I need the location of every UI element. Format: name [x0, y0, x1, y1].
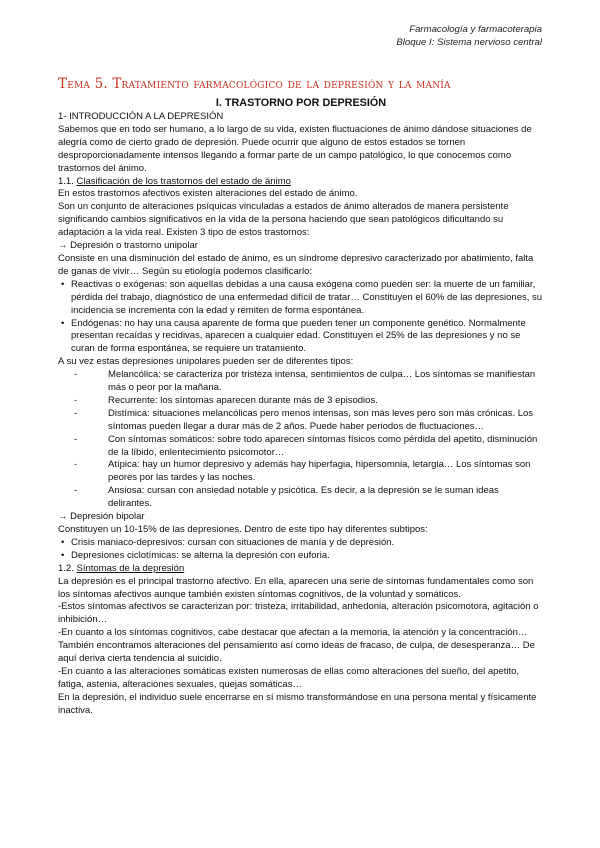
- symptoms-p1: La depresión es el principal trastorno afectivo. En ella, aparecen una serie de síntomas fundamentales como son los síntomas afectivos aunque también existen síntomas cognitivos, de la voluntad y somáticos.: [58, 575, 534, 600]
- list-item: - Con síntomas somáticos: sobre todo aparecen síntomas físicos como pérdida del apetito, disminución de la líbido, enlentecimiento psicomotor…: [74, 434, 544, 460]
- classification-p2: Son un conjunto de alteraciones psíquicas vinculadas a estados de ánimo alterados de manera persistente significando cambios significativos en la vida de la persona haciendo que sean patológicos dificultando su adaptación a la vida real. Existen 3 tipo de estos trastornos:: [58, 201, 509, 239]
- unipolar-heading: → Depresión o trastorno unipolar: [58, 240, 198, 252]
- list-item: • Endógenas: no hay una causa aparente de forma que pueden tener un componente genético. Normalmente presentan recaídas y recidivas, aparecen a cualquier edad. Constituyen el 25% de las depresiones y no se curan de forma espontánea, se requiere un tratamiento.: [61, 318, 544, 357]
- list-item: • Depresiones ciclotímicas: se alterna la depresión con euforia.: [61, 550, 544, 563]
- bipolar-list: [58, 537, 544, 563]
- symptoms-number: 1.2.: [58, 562, 74, 574]
- list-item: • Reactivas o exógenas: son aquellas debidas a una causa exógena como pueden ser: la muerte de un familiar, pérdida del trabajo, diagnóstico de una enfermedad difícil de tratar… Constituyen el 60% de las depresiones, su incidencia se incrementa con la edad y remiten de forma espontánea.: [61, 279, 544, 318]
- etiology-list: [58, 279, 544, 356]
- list-item: - Melancólica: se caracteriza por tristeza intensa, sentimientos de culpa… Los síntomas se manifiestan más o peor por la mañana.: [74, 369, 544, 395]
- symptoms-p4: -En cuanto a las alteraciones somáticas existen numerosas de ellas como alteraciones del sueño, del apetito, fatiga, astenia, alteraciones sexuales, quejas somáticas…: [58, 665, 520, 690]
- classification-p1: En estos trastornos afectivos existen alteraciones del estado de ánimo.: [58, 188, 358, 200]
- section-heading: I. TRASTORNO POR DEPRESIÓN: [215, 97, 387, 109]
- intro-heading: 1- INTRODUCCIÓN A LA DEPRESIÓN: [58, 111, 224, 122]
- symptoms-title: Síntomas de la depresión: [76, 562, 185, 574]
- list-item: - Ansiosa: cursan con ansiedad notable y psicótica. Es decir, a la depresión se le suman ideas delirantes.: [74, 485, 544, 511]
- list-item: - Atípica: hay un humor depresivo y además hay hiperfagia, hipersomnia, letargia… Los síntomas son peores por las tardes y las noches.: [74, 459, 544, 485]
- symptoms-p3: -En cuanto a los síntomas cognitivos, cabe destacar que afectan a la memoria, la atención y la concentración… También encontramos alteraciones del pensamiento así como ideas de fracaso, de culpa, de desesperanza… De aquí deriva cierta tendencia al suicidio.: [58, 627, 535, 665]
- classification-heading: [58, 176, 544, 189]
- intro-text: Sabemos que en todo ser humano, a lo largo de su vida, existen fluctuaciones de ánimo dándose situaciones de alegría como de cierto grado de depresión. Puede ocurrir que alguno de estos estados se tornen desproporcionadamente intensos llegando a formar parte de un campo patológico, lo que conocemos como trastornos del ánimo.: [58, 123, 532, 174]
- list-item: - Distímica: situaciones melancólicas pero menos intensas, son más leves pero son más crónicas. Los síntomas pueden llegar a durar más de 2 años. Puede haber periodos de fluctuaciones…: [74, 408, 544, 434]
- symptoms-p5: En la depresión, el individuo suele encerrarse en sí mismo transformándose en una persona mental y físicamente inactiva.: [58, 691, 537, 716]
- symptoms-p2: -Estos síntomas afectivos se caracterizan por: tristeza, irritabilidad, anhedonia, alteración psicomotora, agitación o inhibición…: [58, 601, 539, 626]
- bipolar-heading: → Depresión bipolar: [58, 511, 145, 523]
- classification-number: 1.1.: [58, 175, 74, 187]
- document-body: [58, 97, 544, 718]
- list-item: - Recurrente: los síntomas aparecen durante más de 3 episodios.: [74, 395, 544, 408]
- page-header: [396, 24, 542, 49]
- header-course: Farmacología y farmacoterapia: [409, 24, 542, 35]
- subtypes-intro: A su vez estas depresiones unipolares pueden ser de diferentes tipos:: [58, 356, 354, 368]
- subtypes-list: [74, 369, 544, 511]
- unipolar-text: Consiste en una disminución del estado de ánimo, es un síndrome depresivo caracterizado por abatimiento, falta de ganas de vivir… Según su etiología podemos clasificarlo:: [58, 252, 534, 277]
- symptoms-heading: [58, 563, 544, 576]
- chapter-title: Tema 5. Tratamiento farmacológico de la depresión y la manía: [58, 76, 451, 92]
- list-item: • Crisis maniaco-depresivos: cursan con situaciones de manía y de depresión.: [61, 537, 544, 550]
- classification-title: Clasificación de los trastornos del estado de ánimo: [76, 175, 291, 187]
- header-block: Bloque I: Sistema nervioso central: [396, 36, 542, 48]
- bipolar-text: Constituyen un 10-15% de las depresiones. Dentro de este tipo hay diferentes subtipos:: [58, 524, 428, 535]
